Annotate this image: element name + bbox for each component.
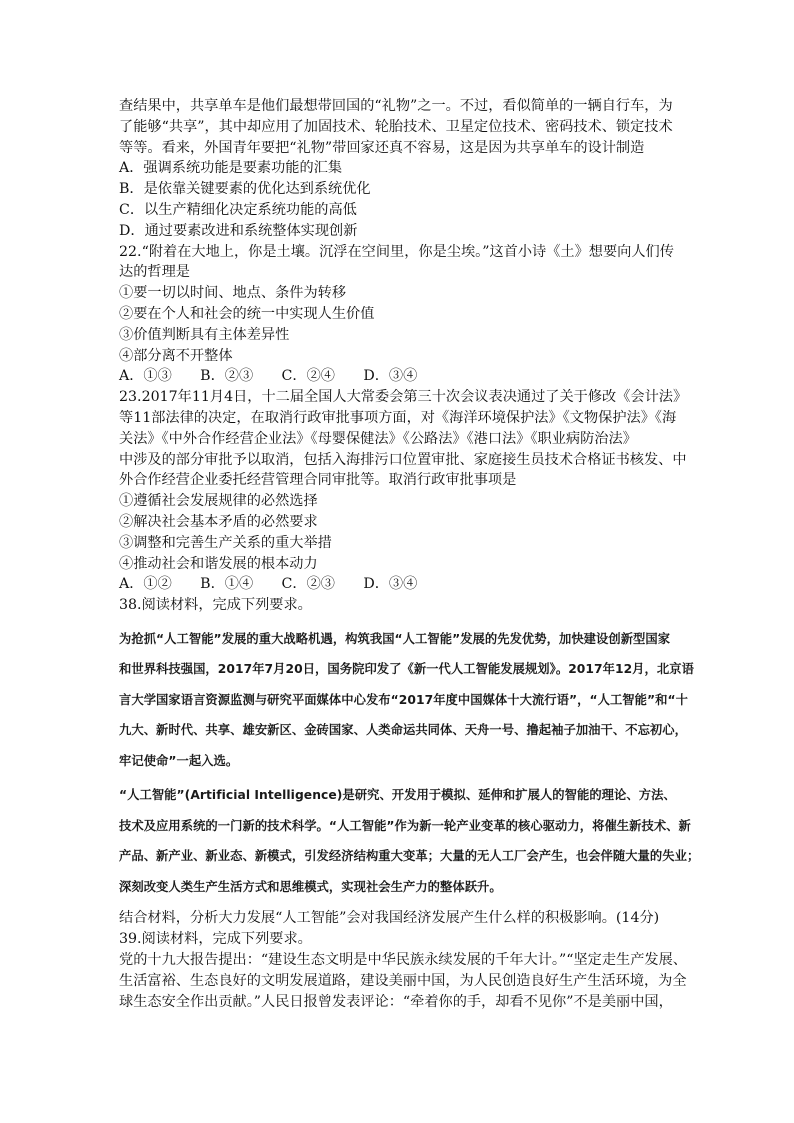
reading-material [119,624,700,903]
option-b: B．是依靠关键要素的优化达到系统优化 [119,181,371,198]
answer-options: A．①② B．①④ C．②③ D．③④ [119,576,418,593]
text-line: 等等。看来，外国青年要把“礼物”带回家还真不容易，这是因为共享单车的设计制造 [119,139,645,156]
text-line: 查结果中，共享单车是他们最想带回国的“礼物”之一。不过，看似简单的一辆自行车，为 [119,98,673,114]
text-line: 达的哲理是 [119,264,190,281]
option-a: A．强调系统功能是要素功能的汇集 [119,160,343,177]
material-line: 深刻改变人类生产生活方式和思维模式，实现社会生产力的整体跃升。 [119,879,502,894]
section-1 [119,96,688,616]
statement-1: ①遵循社会发展规律的必然选择 [119,493,318,510]
text-line: 关法》《中外合作经营企业法》《母婴保健法》《公路法》《港口法》《职业病防治法》 [119,430,637,447]
text-line: 球生态安全作出贡献。”人民日报曾发表评论：“牵着你的手，却看不见你”不是美丽中国， [119,993,673,1010]
exam-page [119,96,700,1012]
text-line: 生活富裕、生态良好的文明发展道路，建设美丽中国，为人民创造良好生产生活环境，为全 [119,972,687,989]
section-2 [119,908,687,1012]
option-d: D．通过要素改进和系统整体实现创新 [119,222,358,239]
question-38-prompt: 结合材料，分析大力发展“人工智能”会对我国经济发展产生什么样的积极影响。(14分) [119,910,660,927]
material-line: 九大、新时代、共享、雄安新区、金砖国家、人类命运共同体、天舟一号、撸起袖子加油干、不忘初心， [119,723,687,738]
text-line: 党的十九大报告提出：“建设生态文明是中华民族永续发展的千年大计。”“坚定走生产发展、 [119,952,687,969]
question-23: 23.2017年11月4日，十二届全国人大常委会第三十次会议表决通过了关于修改《会计法》 [119,389,688,406]
statement-2: ②解决社会基本矛盾的必然要求 [119,513,318,530]
material-line: “人工智能”(Artificial Intelligence)是研究、开发用于模拟、延伸和扩展人的智能的理论、方法、 [119,788,676,803]
text-line: 外合作经营企业委托经营管理合同审批等。取消行政审批事项是 [119,472,517,489]
material-line: 技术及应用系统的一门新的技术科学。“人工智能”作为新一轮产业变革的核心驱动力，将催生新技术、新 [119,818,691,833]
answer-options: A．①③ B．②③ C．②④ D．③④ [119,368,418,385]
material-line: 为抢抓“人工智能”发展的重大战略机遇，构筑我国“人工智能”发展的先发优势，加快建设创新型国家 [119,631,671,646]
statement-3: ③价值判断具有主体差异性 [119,326,290,343]
statement-4: ④部分离不开整体 [119,347,233,364]
question-38: 38.阅读材料，完成下列要求。 [119,597,312,614]
material-line: 和世界科技强国，2017年7月20日，国务院印发了《新一代人工智能发展规划》。2017年12月，北京语 [119,662,694,677]
text-line: 了能够“共享”，其中却应用了加固技术、轮胎技术、卫星定位技术、密码技术、锁定技术 [119,118,673,135]
statement-1: ①要一切以时间、地点、条件为转移 [119,285,347,302]
material-line: 牢记使命”一起入选。 [119,753,239,768]
statement-3: ③调整和完善生产关系的重大举措 [119,534,332,551]
statement-2: ②要在个人和社会的统一中实现人生价值 [119,305,375,322]
question-39: 39.阅读材料，完成下列要求。 [119,931,312,948]
question-22: 22.“附着在大地上，你是土壤。沉浮在空间里，你是尘埃。”这首小诗《土》想要向人们传 [119,243,674,260]
text-line: 等11部法律的决定，在取消行政审批事项方面，对《海洋环境保护法》《文物保护法》《海 [119,409,677,426]
option-c: C．以生产精细化决定系统功能的高低 [119,201,357,218]
material-line: 产品、新产业、新业态、新模式，引发经济结构重大变革；大量的无人工厂会产生，也会伴随大量的失业； [119,849,700,864]
text-line: 中涉及的部分审批予以取消，包括入海排污口位置审批、家庭接生员技术合格证书核发、中 [119,451,687,468]
material-line: 言大学国家语言资源监测与研究平面媒体中心发布“2017年度中国媒体十大流行语”，“人工智能”和“十 [119,692,688,707]
statement-4: ④推动社会和谐发展的根本动力 [119,555,318,572]
